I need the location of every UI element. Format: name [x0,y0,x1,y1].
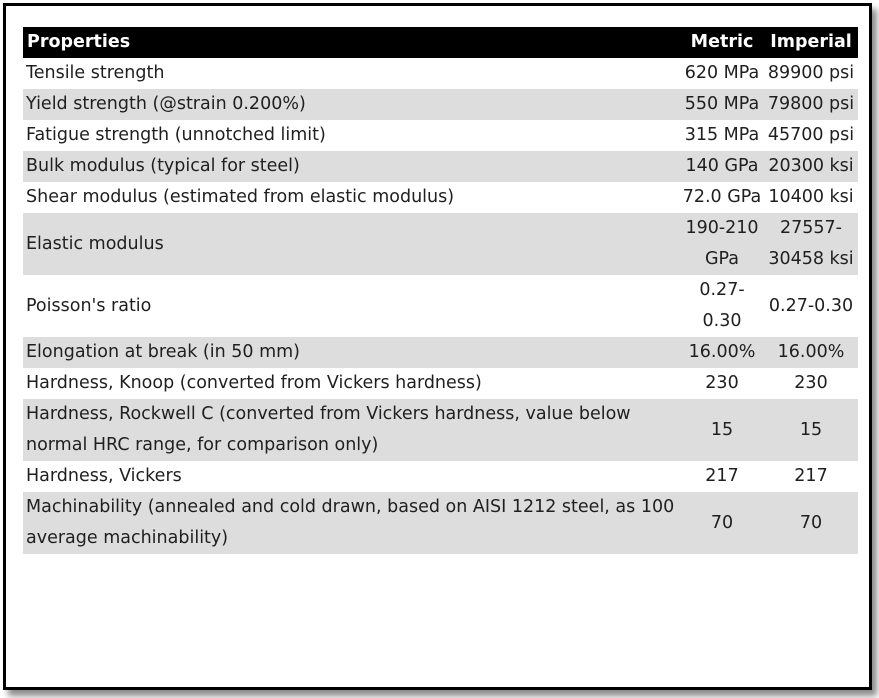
imperial-cell: 230 [794,373,828,393]
table-row [23,182,858,213]
property-cell: Yield strength (@strain 0.200%) [23,89,680,120]
metric-cell: 72.0 GPa [682,187,762,207]
property-cell: Hardness, Rockwell C (converted from Vickers hardness, value below normal HRC range, for comparison only) [23,399,680,461]
imperial-cell: 10400 ksi [768,187,854,207]
property-cell: Hardness, Knoop (converted from Vickers hardness) [26,373,482,393]
property-cell: Tensile strength [26,63,165,83]
table-row [23,337,858,368]
table-row [23,399,858,461]
table-row [23,213,858,275]
table-row [23,461,858,492]
property-cell: Elastic modulus [23,213,680,275]
header-metric: Metric [680,27,764,58]
table-row [23,58,858,89]
property-cell: Machinability (annealed and cold drawn, based on AISI 1212 steel, as 100 average machinability) [23,492,680,554]
table-row [23,151,858,182]
property-cell: Poisson's ratio [26,295,152,316]
imperial-cell: 16.00% [764,337,858,368]
imperial-cell: 20300 ksi [764,151,858,182]
imperial-cell: 217 [794,466,828,486]
imperial-cell: 15 [764,399,858,461]
metric-cell: 230 [705,373,739,393]
header-imperial: Imperial [764,27,858,58]
property-cell: Bulk modulus (typical for steel) [23,151,680,182]
metric-cell: 0.27-0.30 [699,280,745,331]
imperial-cell: 45700 psi [767,125,855,145]
table-row [23,492,858,554]
metric-cell: 15 [680,399,764,461]
property-cell: Fatigue strength (unnotched limit) [26,125,326,145]
metric-cell: 315 MPa [684,125,760,145]
imperial-cell: 0.27-0.30 [768,295,854,316]
metric-cell: 217 [705,466,739,486]
property-cell: Hardness, Vickers [26,466,182,486]
metric-cell: 140 GPa [680,151,764,182]
imperial-cell: 27557-30458 ksi [764,213,858,275]
table-frame [3,3,872,690]
table-row [23,368,858,399]
imperial-cell: 89900 psi [767,63,855,83]
table-row [23,89,858,120]
table-row [23,120,858,151]
property-cell: Elongation at break (in 50 mm) [23,337,680,368]
properties-table [23,27,858,554]
table-row [23,275,858,337]
metric-cell: 70 [680,492,764,554]
metric-cell: 620 MPa [684,63,760,83]
header-properties: Properties [23,27,680,58]
property-cell: Shear modulus (estimated from elastic modulus) [26,187,455,207]
metric-cell: 16.00% [680,337,764,368]
imperial-cell: 70 [764,492,858,554]
imperial-cell: 79800 psi [764,89,858,120]
table-header-row [23,27,858,58]
metric-cell: 550 MPa [680,89,764,120]
metric-cell: 190-210 GPa [680,213,764,275]
